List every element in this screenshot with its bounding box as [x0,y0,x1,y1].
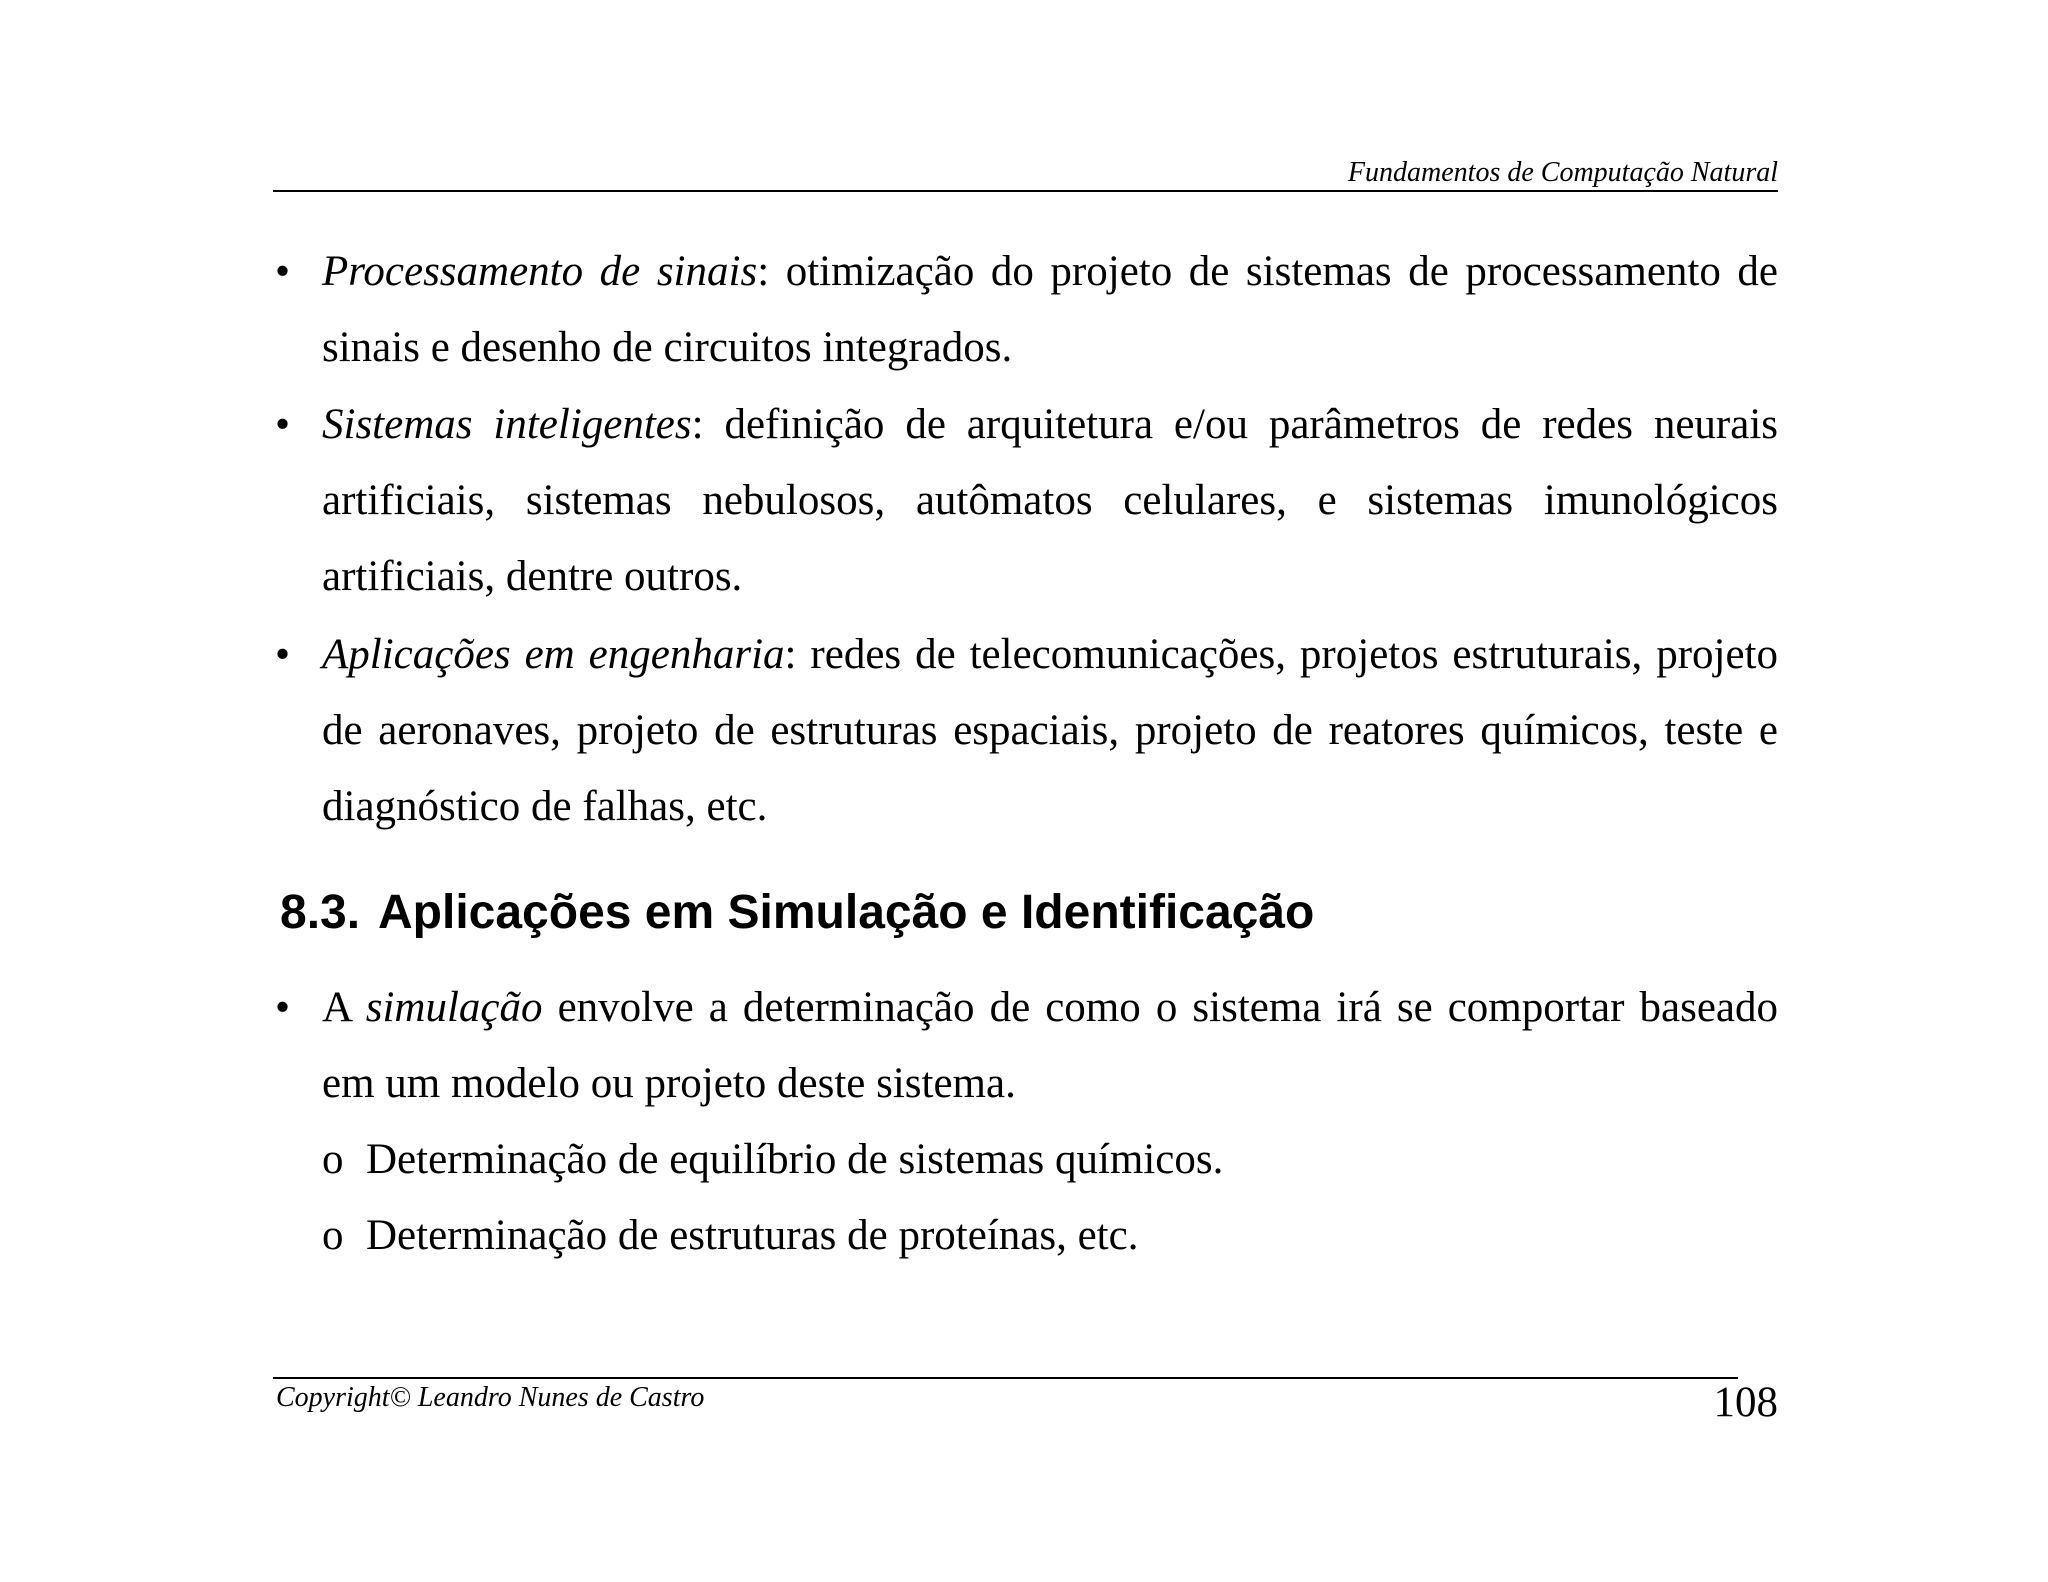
section-heading [280,880,1314,946]
bullet-prefix: A [322,984,366,1031]
bullet-term: Aplicações em engenharia [322,631,785,678]
bullet-icon: • [275,248,291,295]
circle-bullet-icon: o [322,1212,344,1259]
bullet-icon: • [275,401,291,448]
section-number: 8.3. [280,886,361,939]
bullet-term: simulação [365,984,543,1031]
footer-copyright: Copyright© Leandro Nunes de Castro [276,1382,705,1413]
bullet-term: Sistemas inteligentes [322,401,692,448]
bullet-text [322,970,1778,1122]
circle-bullet-icon: o [322,1136,344,1183]
sub-item-text: Determinação de estruturas de proteínas, etc. [366,1212,1139,1259]
bullet-item [275,970,1778,1122]
page-number: 108 [1713,1379,1778,1426]
bullet-body: : definição de arquitetura e/ou parâmetros de redes neurais artificiais, sistemas nebulosos, autômatos celulares, e sistemas imunológicos artificiais, dentre outros. [322,401,1778,600]
bullet-text [322,617,1778,845]
bullet-term: Processamento de sinais [322,248,758,295]
sub-item-text: Determinação de equilíbrio de sistemas químicos. [366,1136,1224,1183]
section-title: Aplicações em Simulação e Identificação [378,886,1315,939]
bullet-body: envolve a determinação de como o sistema irá se comportar baseado em um modelo ou projeto deste sistema. [322,984,1778,1107]
bullet-item [275,387,1778,615]
sub-list-item [322,1122,1223,1198]
bullet-icon: • [275,631,291,678]
bullet-item [275,234,1778,386]
bullet-text [322,387,1778,615]
running-header-title: Fundamentos de Computação Natural [1347,157,1778,188]
bullet-icon: • [275,984,291,1031]
bullet-body: : redes de telecomunicações, projetos estruturais, projeto de aeronaves, projeto de estruturas espaciais, projeto de reatores químicos, teste e diagnóstico de falhas, etc. [322,631,1779,830]
sub-list-item [322,1198,1138,1274]
bullet-body: : otimização do projeto de sistemas de processamento de sinais e desenho de circuitos integrados. [322,248,1778,371]
footer-rule [273,1377,1738,1379]
bullet-text [322,234,1778,386]
bullet-item [275,617,1779,845]
header-rule [273,190,1778,192]
